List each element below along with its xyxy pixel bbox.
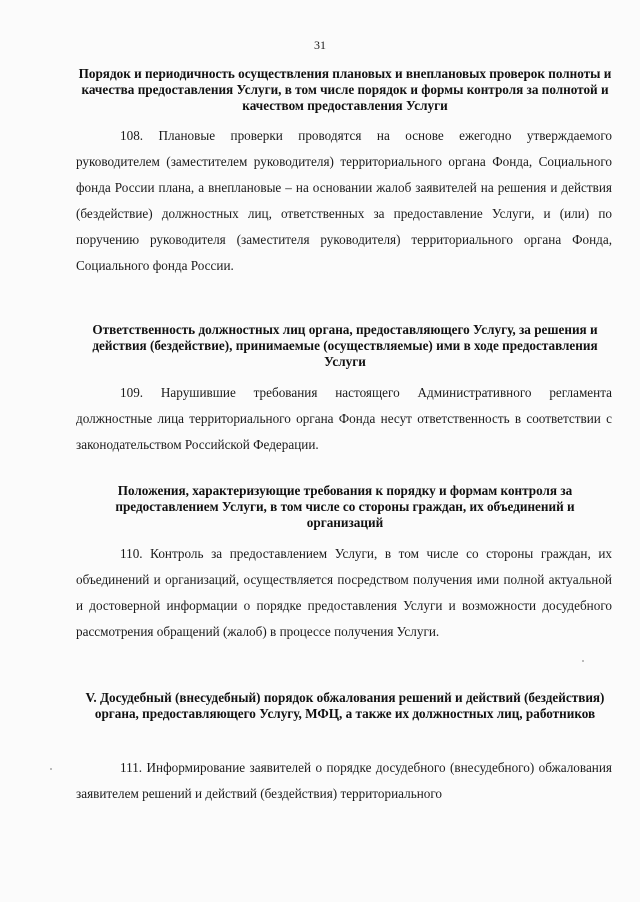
- section-heading-control-requirements: Положения, характеризующие требования к порядку и формам контроля за предоставлением Услуги, в том числе со стороны граждан, их объединений и организаций: [115, 483, 575, 530]
- scan-speck: [50, 768, 52, 770]
- section-heading-responsibility: Ответственность должностных лиц органа, предоставляющего Услугу, за решения и действия (бездействие), принимаемые (осуществляемые) ими в ходе предоставления Услуги: [92, 322, 598, 369]
- paragraph-111: 111. Информирование заявителей о порядке досудебного (внесудебного) обжалования заявителем решений и действий (бездействия) территориального: [76, 760, 612, 801]
- section-heading-control-checks: Порядок и периодичность осуществления плановых и внеплановых проверок полноты и качества предоставления Услуги, в том числе порядок и формы контроля за полнотой и качеством предоставления Услуги: [78, 66, 612, 113]
- scan-speck: [582, 660, 584, 662]
- paragraph-108: 108. Плановые проверки проводятся на основе ежегодно утверждаемого руководителем (заместителем руководителя) территориального органа Фонда, Социального фонда России плана, а внеплановые – на основании жалоб заявителей на решения и действия (бездействие) должностных лиц, ответственных за предоставление Услуги, и (или) по поручению руководителя (заместителя руководителя) территориального органа Фонда, Социального фонда России.: [76, 128, 612, 273]
- paragraph-109: 109. Нарушившие требования настоящего Административного регламента должностные лица территориального органа Фонда несут ответственность в соответствии с законодательством Российской Федерации.: [76, 385, 612, 452]
- section-heading-appeal-procedure: V. Досудебный (внесудебный) порядок обжалования решений и действий (бездействия) органа, предоставляющего Услугу, МФЦ, а также их должностных лиц, работников: [85, 690, 605, 721]
- page-number: 31: [314, 38, 326, 52]
- paragraph-110: 110. Контроль за предоставлением Услуги, в том числе со стороны граждан, их объединений и организаций, осуществляется посредством получения ими полной актуальной и достоверной информации о порядке предоставления Услуги и возможности досудебного рассмотрения обращений (жалоб) в процессе получения Услуги.: [76, 546, 612, 639]
